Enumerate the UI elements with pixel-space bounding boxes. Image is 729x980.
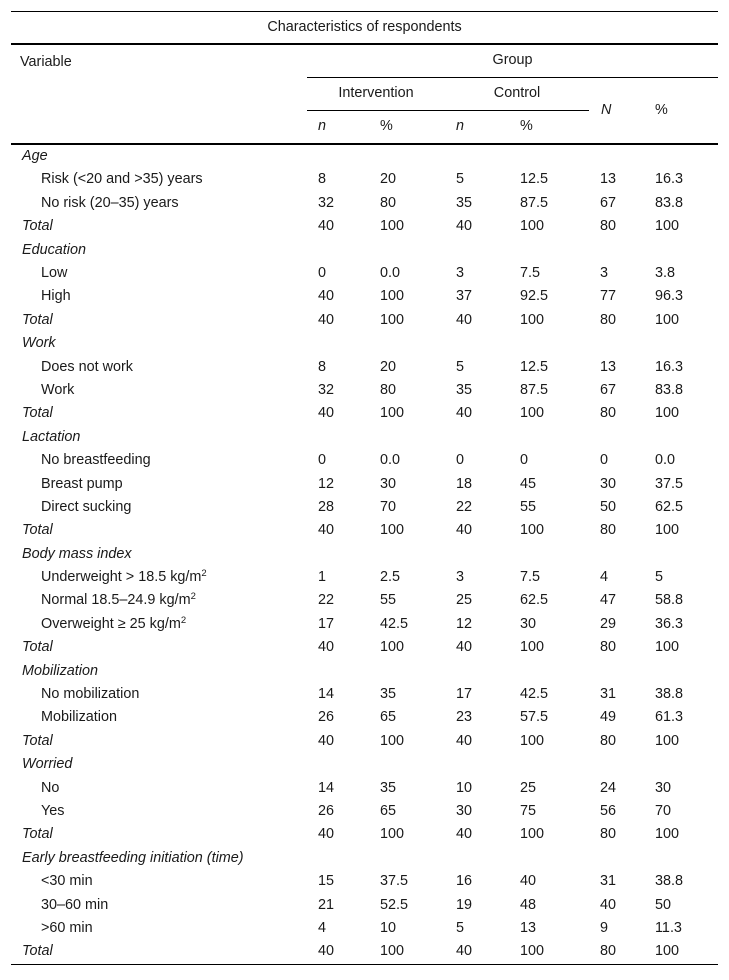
cell-value: 87.5 [520, 381, 549, 398]
table-row [11, 262, 718, 285]
row-label [11, 589, 307, 612]
cell-value: 56 [600, 802, 617, 819]
cell-value: 80 [600, 732, 617, 749]
category-row [11, 144, 718, 168]
category-row [11, 332, 718, 355]
table-row [11, 285, 718, 308]
category-label [11, 426, 718, 449]
cell-value: 3 [600, 265, 609, 281]
label-text: Total [22, 639, 53, 656]
cell-value: 65 [380, 709, 397, 726]
cell-value: 40 [456, 311, 473, 328]
cell-value: 100 [380, 732, 405, 749]
row-label [11, 309, 307, 332]
cell-value: 35 [380, 686, 397, 703]
cell-value: 100 [380, 288, 405, 305]
cell-value: 100 [380, 218, 405, 235]
cell-value: 75 [520, 802, 537, 819]
total-row [11, 309, 718, 332]
cell-value: 47 [600, 592, 617, 609]
cell-value: 21 [318, 896, 335, 913]
row-label [11, 777, 307, 800]
row-label [11, 192, 307, 215]
label-text: Mobilization [22, 662, 98, 679]
cell-value: 30 [456, 802, 473, 819]
cell-value: 42.5 [380, 615, 409, 632]
cell-value: 30 [520, 615, 537, 632]
row-label [11, 870, 307, 893]
cell-value: 80 [600, 218, 617, 235]
table-title: Characteristics of respondents [11, 12, 718, 45]
cell-value: 5 [456, 358, 465, 375]
cell-value: 58.8 [655, 592, 684, 609]
cell-value: 100 [520, 405, 545, 422]
row-label [11, 402, 307, 425]
cell-value: 100 [655, 405, 680, 422]
label-text: Total [22, 943, 53, 960]
label-text: No breastfeeding [41, 452, 151, 469]
row-label [11, 496, 307, 519]
cell-value: 40 [307, 940, 369, 964]
row-label [11, 823, 307, 846]
cell-value: 8 [318, 171, 327, 188]
cell-value: 100 [655, 311, 680, 328]
row-label [11, 285, 307, 308]
cell-value: 0 [600, 452, 609, 469]
row-label [11, 683, 307, 706]
cell-value: 7.5 [520, 569, 541, 586]
control-pct-header: % [509, 111, 589, 145]
cell-value: 31 [600, 686, 617, 703]
table-row [11, 379, 718, 402]
label-text: High [41, 288, 71, 305]
cell-value: 40 [318, 732, 335, 749]
cell-value: 31 [600, 873, 617, 890]
cell-value: 55 [380, 592, 397, 609]
cell-value: 40 [318, 288, 335, 305]
label-text: Total [22, 218, 53, 235]
table-row [11, 566, 718, 589]
cell-value: 10 [380, 919, 397, 936]
category-label [11, 753, 718, 776]
intervention-n-header: n [307, 111, 369, 145]
cell-value: 80 [600, 311, 617, 328]
total-row [11, 940, 718, 964]
superscript: 2 [190, 591, 196, 603]
cell-value: 25 [456, 592, 473, 609]
cell-value: 30 [600, 475, 617, 492]
category-label [11, 332, 718, 355]
cell-value: 15 [318, 873, 335, 890]
cell-value: 17 [318, 615, 335, 632]
cell-value: 30 [380, 475, 397, 492]
cell-value: 25 [520, 779, 537, 796]
cell-value: 0.0 [380, 452, 401, 469]
cell-value: 45 [520, 475, 537, 492]
label-text: <30 min [41, 873, 93, 890]
cell-value: 100 [520, 311, 545, 328]
cell-value: 16 [456, 873, 473, 890]
cell-value: 55 [520, 498, 537, 515]
table-row [11, 917, 718, 940]
table-row [11, 613, 718, 636]
cell-value: 100 [651, 940, 718, 964]
cell-value: 100 [520, 522, 545, 539]
row-label [11, 706, 307, 729]
cell-value: 40 [456, 218, 473, 235]
cell-value: 8 [318, 358, 327, 375]
cell-value: 80 [600, 405, 617, 422]
cell-value: 12.5 [520, 358, 549, 375]
characteristics-table [11, 11, 718, 965]
cell-value: 23 [456, 709, 473, 726]
cell-value: 1 [318, 569, 327, 586]
label-text: Total [22, 732, 53, 749]
cell-value: 0.0 [655, 452, 676, 469]
cell-value: 37.5 [380, 873, 409, 890]
cell-value: 20 [380, 171, 397, 188]
table-row [11, 192, 718, 215]
row-label [11, 636, 307, 659]
row-label [11, 449, 307, 472]
label-text: Yes [41, 802, 65, 819]
label-text: Work [41, 381, 75, 398]
cell-value: 14 [318, 779, 335, 796]
row-label [11, 566, 307, 589]
cell-value: 40 [456, 732, 473, 749]
cell-value: 40 [520, 873, 537, 890]
table-row [11, 777, 718, 800]
cell-value: 100 [520, 732, 545, 749]
cell-value: 62.5 [655, 498, 684, 515]
cell-value: 12 [456, 615, 473, 632]
cell-value: 30 [655, 779, 672, 796]
cell-value: 0 [456, 452, 465, 469]
cell-value: 65 [380, 802, 397, 819]
row-label [11, 519, 307, 542]
cell-value: 100 [655, 218, 680, 235]
cell-value: 92.5 [520, 288, 549, 305]
cell-value: 24 [600, 779, 617, 796]
category-label [11, 144, 718, 168]
cell-value: 7.5 [520, 265, 541, 281]
cell-value: 38.8 [655, 686, 684, 703]
table-row [11, 496, 718, 519]
table-row [11, 706, 718, 729]
row-label [11, 472, 307, 495]
cell-value: 100 [380, 311, 405, 328]
table-row [11, 449, 718, 472]
category-row [11, 239, 718, 262]
row-label [11, 894, 307, 917]
cell-value: 22 [318, 592, 335, 609]
cell-value: 12.5 [520, 171, 549, 188]
row-label [11, 730, 307, 753]
cell-value: 40 [318, 522, 335, 539]
total-row [11, 823, 718, 846]
cell-value: 5 [655, 569, 664, 586]
cell-value: 0.0 [380, 265, 401, 281]
cell-value: 4 [318, 919, 327, 936]
cell-value: 13 [520, 919, 537, 936]
cell-value: 83.8 [655, 194, 684, 211]
cell-value: 40 [456, 826, 473, 843]
label-text: Does not work [41, 358, 133, 375]
cell-value: 3.8 [655, 265, 676, 281]
cell-value: 40 [456, 522, 473, 539]
row-label [11, 379, 307, 402]
cell-value: 100 [520, 218, 545, 235]
cell-value: 32 [318, 381, 335, 398]
cell-value: 40 [318, 218, 335, 235]
cell-value: 70 [655, 802, 672, 819]
cell-value: 13 [600, 358, 617, 375]
cell-value: 16.3 [655, 358, 684, 375]
category-label [11, 660, 718, 683]
cell-value: 83.8 [655, 381, 684, 398]
cell-value: 40 [445, 940, 509, 964]
cell-value: 9 [600, 919, 609, 936]
cell-value: 4 [600, 569, 609, 586]
cell-value: 61.3 [655, 709, 684, 726]
cell-value: 100 [520, 826, 545, 843]
total-row [11, 402, 718, 425]
cell-value: 100 [655, 732, 680, 749]
cell-value: 77 [600, 288, 617, 305]
label-text: Risk (<20 and >35) years [41, 171, 203, 188]
label-text: Underweight > 18.5 kg/m [41, 569, 202, 586]
cell-value: 70 [380, 498, 397, 515]
table-row [11, 589, 718, 612]
table-body [11, 144, 718, 964]
cell-value: 38.8 [655, 873, 684, 890]
cell-value: 100 [655, 639, 680, 656]
cell-value: 20 [380, 358, 397, 375]
table-row [11, 894, 718, 917]
label-text: Direct sucking [41, 498, 132, 515]
cell-value: 50 [655, 896, 672, 913]
label-text: Age [22, 148, 48, 165]
cell-value: 100 [380, 639, 405, 656]
total-row [11, 215, 718, 238]
label-text: Work [22, 335, 56, 352]
label-text: Total [22, 826, 53, 843]
row-label [11, 356, 307, 379]
total-row [11, 730, 718, 753]
label-text: No mobilization [41, 686, 140, 703]
cell-value: 17 [456, 686, 473, 703]
row-label [11, 262, 307, 285]
superscript: 2 [201, 568, 207, 580]
label-text: Lactation [22, 428, 81, 445]
cell-value: 37 [456, 288, 473, 305]
cell-value: 0 [318, 265, 327, 281]
cell-value: 26 [318, 802, 335, 819]
cell-value: 67 [600, 381, 617, 398]
row-label [11, 168, 307, 191]
cell-value: 67 [600, 194, 617, 211]
group-header: Group [307, 44, 718, 78]
label-text: Body mass index [22, 545, 132, 562]
variable-header: Variable [11, 44, 307, 144]
label-text: Normal 18.5–24.9 kg/m [41, 592, 191, 609]
table-row [11, 683, 718, 706]
label-text: 30–60 min [41, 896, 109, 913]
category-label [11, 847, 718, 870]
intervention-header: Intervention [338, 85, 414, 102]
cell-value: 80 [380, 381, 397, 398]
label-text: Total [22, 405, 53, 422]
table-row [11, 168, 718, 191]
cell-value: 18 [456, 475, 473, 492]
cell-value: 40 [318, 405, 335, 422]
cell-value: 100 [380, 826, 405, 843]
cell-value: 100 [509, 940, 589, 964]
category-label [11, 543, 718, 566]
table-row [11, 870, 718, 893]
label-text: Early breastfeeding initiation (time) [22, 849, 244, 866]
label-text: Education [22, 241, 87, 258]
table-row [11, 800, 718, 823]
label-text: Low [41, 265, 68, 281]
total-row [11, 519, 718, 542]
cell-value: 28 [318, 498, 335, 515]
cell-value: 40 [318, 826, 335, 843]
label-text: Breast pump [41, 475, 123, 492]
cell-value: 100 [520, 639, 545, 656]
cell-value: 2.5 [380, 569, 401, 586]
category-row [11, 753, 718, 776]
cell-value: 36.3 [655, 615, 684, 632]
cell-value: 5 [456, 171, 465, 188]
cell-value: 35 [380, 779, 397, 796]
intervention-pct-header: % [369, 111, 445, 145]
category-label [11, 239, 718, 262]
cell-value: 100 [655, 522, 680, 539]
cell-value: 37.5 [655, 475, 684, 492]
label-text: Mobilization [41, 709, 117, 726]
cell-value: 80 [600, 639, 617, 656]
category-row [11, 847, 718, 870]
cell-value: 10 [456, 779, 473, 796]
cell-value: 22 [456, 498, 473, 515]
cell-value: 0 [318, 452, 327, 469]
control-n-header: n [445, 111, 509, 145]
cell-value: 100 [380, 522, 405, 539]
cell-value: 62.5 [520, 592, 549, 609]
row-label [11, 215, 307, 238]
table-row [11, 356, 718, 379]
cell-value: 5 [456, 919, 465, 936]
cell-value: 40 [318, 639, 335, 656]
label-text: Total [22, 311, 53, 328]
cell-value: 87.5 [520, 194, 549, 211]
label-text: Overweight ≥ 25 kg/m [41, 615, 181, 632]
total-pct-header: % [651, 78, 718, 145]
cell-value: 40 [318, 311, 335, 328]
cell-value: 16.3 [655, 171, 684, 188]
label-text: Worried [22, 756, 73, 773]
cell-value: 3 [456, 265, 465, 281]
cell-value: 42.5 [520, 686, 549, 703]
label-text: Total [22, 522, 53, 539]
superscript: 2 [180, 614, 187, 626]
table-row [11, 472, 718, 495]
row-label [11, 940, 307, 964]
cell-value: 32 [318, 194, 335, 211]
cell-value: 40 [600, 896, 617, 913]
category-row [11, 426, 718, 449]
label-text: >60 min [41, 919, 93, 936]
cell-value: 19 [456, 896, 473, 913]
cell-value: 35 [456, 194, 473, 211]
cell-value: 26 [318, 709, 335, 726]
control-header: Control [493, 85, 541, 102]
label-text: No risk (20–35) years [41, 194, 179, 211]
row-label [11, 613, 307, 636]
cell-value: 52.5 [380, 896, 409, 913]
cell-value: 48 [520, 896, 537, 913]
cell-value: 11.3 [655, 919, 682, 936]
cell-value: 80 [600, 826, 617, 843]
cell-value: 50 [600, 498, 617, 515]
category-row [11, 543, 718, 566]
cell-value: 13 [600, 171, 617, 188]
cell-value: 100 [380, 405, 405, 422]
cell-value: 100 [655, 826, 680, 843]
total-n-header: N [589, 78, 651, 145]
cell-value: 49 [600, 709, 617, 726]
cell-value: 40 [456, 405, 473, 422]
cell-value: 0 [520, 452, 529, 469]
cell-value: 12 [318, 475, 335, 492]
label-text: No [41, 779, 60, 796]
table-container [11, 11, 718, 965]
cell-value: 80 [380, 194, 397, 211]
cell-value: 80 [589, 940, 651, 964]
cell-value: 100 [369, 940, 445, 964]
cell-value: 80 [600, 522, 617, 539]
cell-value: 35 [456, 381, 473, 398]
cell-value: 3 [456, 569, 465, 586]
cell-value: 40 [456, 639, 473, 656]
total-row [11, 636, 718, 659]
cell-value: 57.5 [520, 709, 549, 726]
cell-value: 14 [318, 686, 335, 703]
category-row [11, 660, 718, 683]
cell-value: 96.3 [655, 288, 684, 305]
cell-value: 29 [600, 615, 617, 632]
row-label [11, 800, 307, 823]
row-label [11, 917, 307, 940]
